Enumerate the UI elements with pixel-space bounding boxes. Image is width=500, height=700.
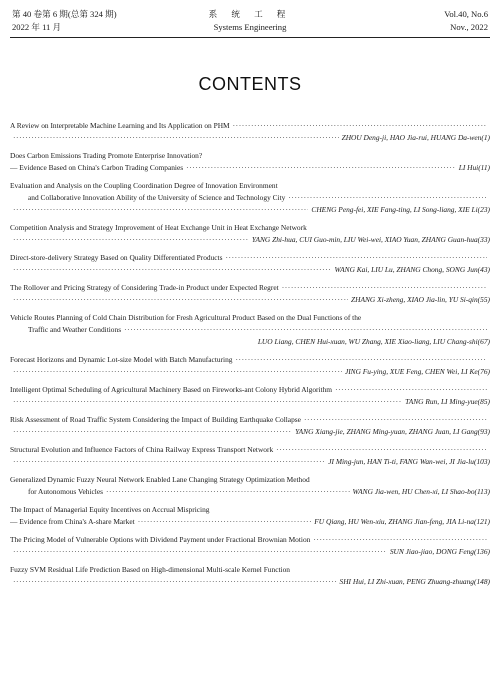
toc-authors-page: CHENG Peng-fei, XIE Fang-ting, LI Song-liang, XIE Li(23) [311, 205, 490, 214]
toc-title-text: Direct-store-delivery Strategy Based on Quality Differentiated Products [10, 253, 223, 262]
toc-line [10, 324, 490, 336]
toc-line [10, 354, 490, 366]
dot-leader [13, 234, 249, 246]
toc-authors-page: SHI Hui, LI Zhi-xuan, PENG Zhuang-zhuang(148) [339, 577, 490, 586]
toc-line [10, 204, 490, 216]
toc-title-text: Evaluation and Analysis on the Coupling Coordination Degree of Innovation Environment [10, 181, 278, 190]
dot-leader [13, 366, 342, 378]
toc-line [10, 120, 490, 132]
dot-leader [13, 264, 331, 276]
toc-title-text: The Pricing Model of Vulnerable Options with Dividend Payment under Fractional Brownian Motion [10, 535, 311, 544]
toc-line [10, 414, 490, 426]
dot-leader [13, 204, 308, 216]
dot-leader [313, 534, 487, 546]
toc-line [10, 546, 490, 558]
header-divider [10, 37, 490, 38]
dot-leader [13, 546, 387, 558]
toc-title-text: — Evidence Based on China's Carbon Trading Companies [10, 163, 184, 172]
dot-leader [13, 576, 337, 588]
toc-title-text: and Collaborative Innovation Ability of the University of Science and Technology City [28, 193, 286, 202]
dot-leader [276, 444, 487, 456]
page-title: CONTENTS [198, 74, 302, 94]
dot-leader [106, 486, 350, 498]
toc-entry[interactable] [10, 474, 490, 498]
header-journal-name-cn: 系 统 工 程 [208, 9, 292, 19]
toc-line [10, 234, 490, 246]
dot-leader [186, 162, 456, 174]
toc-title-text: A Review on Interpretable Machine Learning and Its Application on PHM [10, 121, 230, 130]
toc-line [10, 396, 490, 408]
toc-title-text: Fuzzy SVM Residual Life Prediction Based on High-dimensional Multi-scale Kernel Function [10, 565, 290, 574]
toc-entry[interactable] [10, 354, 490, 378]
toc-entry[interactable] [10, 120, 490, 144]
toc-line [10, 150, 490, 162]
header-date-en: Nov., 2022 [450, 22, 488, 32]
toc-line [10, 516, 490, 528]
toc-line [10, 222, 490, 234]
header-volume-info [444, 8, 488, 34]
toc-line [10, 444, 490, 456]
dot-leader [335, 384, 487, 396]
toc-authors-page: ZHANG Xi-zheng, XIAO Jia-lin, YU Si-qin(55) [351, 295, 490, 304]
toc-entry[interactable] [10, 414, 490, 438]
toc-title-text: — Evidence from China's A-share Market [10, 517, 135, 526]
toc-line [10, 282, 490, 294]
toc-authors-page: YANG Xiang-jie, ZHANG Ming-yuan, ZHANG Juan, LI Gang(93) [295, 427, 490, 436]
dot-leader [13, 396, 402, 408]
toc-title-text: Generalized Dynamic Fuzzy Neural Network Enabled Lane Changing Strategy Optimization Method [10, 475, 310, 484]
toc-entry[interactable] [10, 534, 490, 558]
dot-leader [304, 414, 487, 426]
toc-title-text: The Impact of Managerial Equity Incentives on Accrual Mispricing [10, 505, 210, 514]
toc-authors-page: WANG Jia-wen, HU Chen-xi, LI Shao-bo(113) [352, 487, 490, 496]
toc-title-text: The Rollover and Pricing Strategy of Considering Trade-in Product under Expected Regret [10, 283, 279, 292]
toc-line [10, 162, 490, 174]
toc-title-text: Structural Evolution and Influence Factors of China Railway Express Transport Network [10, 445, 274, 454]
header-volume-issue: 第 40 卷第 6 期(总第 324 期) [12, 9, 117, 19]
toc-entry[interactable] [10, 564, 490, 588]
toc-authors-page: JING Fu-ying, XUE Feng, CHEN Wei, LI Ke(76) [344, 367, 490, 376]
contents-list [10, 120, 490, 594]
toc-authors-page: TANG Run, LI Ming-yue(85) [405, 397, 490, 406]
toc-title-text: Forecast Horizons and Dynamic Lot-size Model with Batch Manufacturing [10, 355, 233, 364]
toc-authors-page: ZHOU Deng-ji, HAO Jia-rui, HUANG Da-wen(1) [341, 133, 490, 142]
toc-line [10, 336, 490, 348]
toc-entry[interactable] [10, 282, 490, 306]
toc-authors-page: FU Qiang, HU Wen-xiu, ZHANG Jian-feng, JIA Li-na(121) [314, 517, 490, 526]
toc-entry[interactable] [10, 312, 490, 348]
toc-line [10, 474, 490, 486]
toc-line [10, 504, 490, 516]
toc-title-text: Vehicle Routes Planning of Cold Chain Distribution for Fresh Agricultural Product Based on the Dual Functions of the [10, 313, 362, 322]
dot-leader [124, 324, 487, 336]
toc-line [10, 312, 490, 324]
toc-entry[interactable] [10, 150, 490, 174]
toc-line [10, 366, 490, 378]
dot-leader [288, 192, 487, 204]
toc-authors-page: LUO Liang, CHEN Hui-xuan, WU Zhang, XIE Xiao-liang, LIU Chang-shi(67) [257, 337, 490, 346]
toc-authors-page: WANG Kai, LIU Lu, ZHANG Chong, SONG Jun(43) [334, 265, 490, 274]
toc-title-text: Risk Assessment of Road Traffic System Considering the Impact of Building Earthquake Collapse [10, 415, 301, 424]
toc-authors-page: LI Hui(11) [458, 163, 490, 172]
dot-leader [235, 354, 487, 366]
dot-leader [138, 516, 312, 528]
toc-entry[interactable] [10, 180, 490, 216]
dot-leader [13, 456, 325, 468]
dot-leader [225, 252, 487, 264]
toc-title-text: Does Carbon Emissions Trading Promote Enterprise Innovation? [10, 151, 203, 160]
toc-title-text: Intelligent Optimal Scheduling of Agricultural Machinery Based on Fireworks-ant Colony Hybrid Algorithm [10, 385, 333, 394]
toc-title-text: Traffic and Weather Conditions [28, 325, 122, 334]
toc-authors-page: YANG Zhi-hua, CUI Guo-min, LIU Wei-wei, XIAO Yuan, ZHANG Guan-hua(33) [251, 235, 490, 244]
toc-line [10, 456, 490, 468]
dot-leader [13, 132, 339, 144]
toc-line [10, 534, 490, 546]
toc-line [10, 252, 490, 264]
toc-line [10, 486, 490, 498]
toc-line [10, 132, 490, 144]
dot-leader [13, 426, 292, 438]
toc-line [10, 180, 490, 192]
toc-authors-page: JI Ming-jun, HAN Ti-ti, FANG Wan-wei, JI Jia-lu(103) [328, 457, 490, 466]
header-journal-name [0, 8, 500, 34]
dot-leader [282, 282, 487, 294]
toc-entry[interactable] [10, 384, 490, 408]
toc-entry[interactable] [10, 444, 490, 468]
journal-header [0, 0, 500, 40]
toc-entry[interactable] [10, 222, 490, 246]
header-journal-name-en: Systems Engineering [213, 22, 287, 32]
dot-leader [13, 294, 348, 306]
toc-authors-page: SUN Jiao-jiao, DONG Feng(136) [389, 547, 490, 556]
dot-leader [233, 120, 487, 132]
toc-title-text: Competition Analysis and Strategy Improvement of Heat Exchange Unit in Heat Exchange Network [10, 223, 307, 232]
toc-title-text: for Autonomous Vehicles [28, 487, 103, 496]
header-date: 2022 年 11 月 [12, 22, 62, 32]
toc-line [10, 426, 490, 438]
toc-entry[interactable] [10, 252, 490, 276]
toc-line [10, 564, 490, 576]
toc-line [10, 576, 490, 588]
header-volume-en: Vol.40, No.6 [444, 9, 488, 19]
toc-line [10, 192, 490, 204]
toc-line [10, 384, 490, 396]
toc-line [10, 294, 490, 306]
toc-line [10, 264, 490, 276]
toc-entry[interactable] [10, 504, 490, 528]
